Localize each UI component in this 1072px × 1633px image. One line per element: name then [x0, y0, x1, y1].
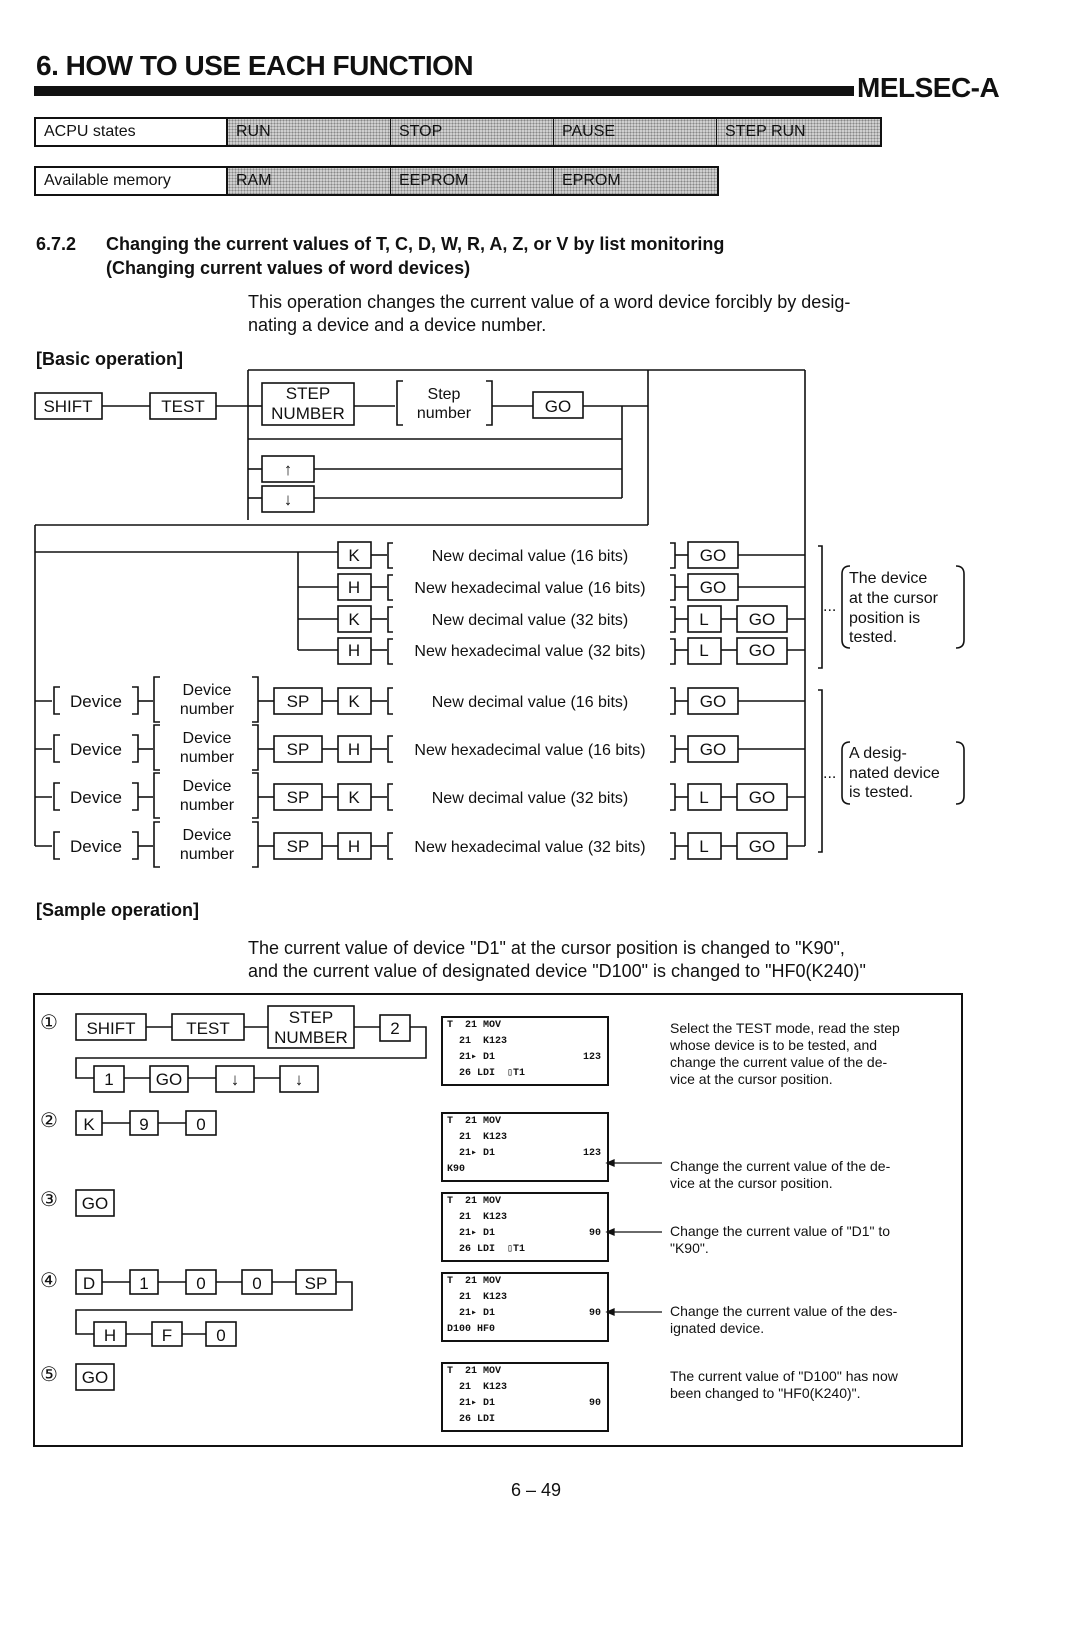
key-go-row2: GO	[699, 578, 727, 597]
s4-key-sp: SP	[304, 1274, 328, 1293]
key-l-row3: L	[699, 610, 709, 629]
note4-line1: Change the current value of the des-	[670, 1303, 898, 1319]
s1-key-down-2: ↓	[294, 1070, 304, 1089]
lcd5-line1: T 21 MOV	[447, 1366, 502, 1377]
key-h-row2: H	[347, 578, 361, 597]
lcd5-value: 90	[588, 1398, 601, 1409]
value-dec32-row7: New decimal value (32 bits)	[431, 790, 629, 807]
lcd2-line3	[443, 1146, 607, 1162]
lcd2-line3-text: 21▸ D1	[447, 1148, 496, 1159]
key-l-row8: L	[699, 837, 709, 856]
lcd-screen-4	[441, 1272, 609, 1342]
lcd5-line3	[443, 1396, 607, 1412]
key-go-row4: GO	[748, 641, 776, 660]
key-k-row1: K	[348, 546, 360, 565]
lcd2-line2: 21 K123	[447, 1132, 508, 1143]
device-row8: Device	[70, 837, 122, 856]
lcd3-value: 90	[588, 1228, 601, 1239]
step-4-marker: ④	[40, 1270, 58, 1292]
memory-ram: RAM	[228, 168, 391, 194]
key-sp-row5: SP	[286, 692, 310, 711]
key-h-row6: H	[347, 740, 361, 759]
key-l-row4: L	[699, 641, 709, 660]
devnum-row6-b: number	[179, 749, 235, 766]
lcd2-line1: T 21 MOV	[447, 1116, 502, 1127]
lcd5-line2: 21 K123	[447, 1382, 508, 1393]
key-go-row1: GO	[699, 546, 727, 565]
ellipsis-cursor: ...	[823, 598, 837, 615]
devnum-row7-a: Device	[182, 778, 232, 795]
note-cursor-4: tested.	[849, 629, 898, 646]
device-row5: Device	[70, 692, 122, 711]
key-test: TEST	[161, 397, 205, 416]
section-number: 6.7.2	[36, 234, 77, 254]
key-k-row7: K	[348, 788, 360, 807]
value-hex16-row6: New hexadecimal value (16 bits)	[414, 742, 646, 759]
note4-line2: ignated device.	[670, 1320, 765, 1336]
lcd4-line3	[443, 1306, 607, 1322]
key-step-line2: NUMBER	[271, 404, 345, 423]
lcd1-line2: 21 K123	[447, 1036, 508, 1047]
note-designated-3: is tested.	[849, 784, 914, 801]
note-designated-1: A desig-	[849, 745, 907, 762]
key-sp-row7: SP	[286, 788, 310, 807]
step-5-marker: ⑤	[40, 1364, 58, 1386]
key-up: ↑	[283, 460, 293, 479]
lcd4-value: 90	[588, 1308, 601, 1319]
intro-line1: This operation changes the current value of a word device forcibly by desig-	[248, 292, 851, 312]
devnum-row7-b: number	[179, 797, 235, 814]
device-row7: Device	[70, 788, 122, 807]
note-cursor-1: The device	[849, 570, 928, 587]
basic-operation-diagram	[0, 360, 1072, 880]
devnum-row8-a: Device	[182, 827, 232, 844]
section-title-line2: (Changing current values of word devices)	[106, 258, 471, 278]
note-step-3	[670, 1223, 890, 1257]
s4-key-d: D	[82, 1274, 96, 1293]
acpu-state-step-run: STEP RUN	[717, 119, 880, 145]
memory-strip	[34, 166, 719, 196]
section-title-line1: Changing the current values of T, C, D, W, R, A, Z, or V by list monitoring	[106, 234, 725, 254]
s2-key-k: K	[83, 1115, 95, 1134]
memory-eeprom: EEPROM	[391, 168, 554, 194]
lcd4-line3-text: 21▸ D1	[447, 1308, 496, 1319]
note2-line2: vice at the cursor position.	[670, 1175, 833, 1191]
devnum-row5-a: Device	[182, 682, 232, 699]
value-dec16-row1: New decimal value (16 bits)	[431, 548, 629, 565]
intro-line2: nating a device and a device number.	[248, 315, 547, 335]
key-go-row6: GO	[699, 740, 727, 759]
key-go-row7: GO	[748, 788, 776, 807]
lcd3-line3-text: 21▸ D1	[447, 1228, 496, 1239]
note-step-2	[670, 1158, 890, 1192]
lcd1-line1: T 21 MOV	[447, 1020, 502, 1031]
lcd5-line3-text: 21▸ D1	[447, 1398, 496, 1409]
note3-line2: "K90".	[670, 1240, 709, 1256]
note-designated-2: nated device	[849, 765, 940, 782]
acpu-state-pause: PAUSE	[554, 119, 717, 145]
devnum-row5-b: number	[179, 701, 235, 718]
step-2-marker: ②	[40, 1110, 58, 1132]
value-hex32-row4: New hexadecimal value (32 bits)	[414, 643, 646, 660]
value-hex32-row8: New hexadecimal value (32 bits)	[414, 839, 646, 856]
memory-eprom: EPROM	[554, 168, 717, 194]
page-number: 6 – 49	[510, 1480, 562, 1500]
key-go-top: GO	[544, 397, 572, 416]
sample-intro-line2: and the current value of designated device "D100" is changed to "HF0(K240)"	[248, 961, 866, 981]
lcd-screen-5	[441, 1362, 609, 1432]
leader-lines	[600, 1150, 670, 1330]
key-sp-row8: SP	[286, 837, 310, 856]
lcd3-line2: 21 K123	[447, 1212, 508, 1223]
memory-label: Available memory	[36, 168, 228, 194]
s4-key-0a: 0	[196, 1274, 206, 1293]
note-step-1	[670, 1020, 900, 1088]
s1-key-step-2: NUMBER	[274, 1028, 348, 1047]
sample-operation-heading: [Sample operation]	[36, 900, 200, 920]
step-1-marker: ①	[40, 1012, 58, 1034]
step-number-line2: number	[416, 405, 472, 422]
step-3-marker: ③	[40, 1189, 58, 1211]
s5-key-go: GO	[81, 1368, 109, 1387]
lcd4-line2: 21 K123	[447, 1292, 508, 1303]
lcd1-value: 123	[582, 1052, 601, 1063]
lcd1-line3-text: 21▸ D1	[447, 1052, 496, 1063]
value-hex16-row2: New hexadecimal value (16 bits)	[414, 580, 646, 597]
sample-intro	[248, 937, 866, 983]
note3-line1: Change the current value of "D1" to	[670, 1223, 891, 1239]
note1-line1: Select the TEST mode, read the step	[670, 1020, 900, 1036]
key-l-row7: L	[699, 788, 709, 807]
key-sp-row6: SP	[286, 740, 310, 759]
basic-operation-heading: [Basic operation]	[36, 349, 184, 369]
acpu-states-strip	[34, 117, 882, 147]
lcd2-line4: K90	[447, 1164, 466, 1175]
value-dec32-row3: New decimal value (32 bits)	[431, 612, 629, 629]
lcd5-line4: 26 LDI	[447, 1414, 496, 1425]
lcd2-value: 123	[582, 1148, 601, 1159]
lcd4-line4: D100 HF0	[447, 1324, 496, 1335]
section-title	[36, 232, 724, 280]
devnum-row8-b: number	[179, 846, 235, 863]
note1-line3: change the current value of the de-	[670, 1054, 888, 1070]
step-number-line1: Step	[427, 386, 461, 403]
key-down: ↓	[283, 490, 293, 509]
s1-key-shift: SHIFT	[86, 1019, 136, 1038]
key-shift: SHIFT	[43, 397, 93, 416]
key-go-row5: GO	[699, 692, 727, 711]
s1-key-2: 2	[390, 1019, 400, 1038]
key-h-row4: H	[347, 641, 361, 660]
lcd-screen-1	[441, 1016, 609, 1086]
lcd1-line3	[443, 1050, 607, 1066]
s1-key-go: GO	[155, 1070, 183, 1089]
lcd-screen-2	[441, 1112, 609, 1182]
note-step-5	[670, 1368, 898, 1402]
ellipsis-designated: ...	[823, 765, 837, 782]
s2-key-9: 9	[139, 1115, 149, 1134]
note1-line2: whose device is to be tested, and	[670, 1037, 878, 1053]
note5-line2: been changed to "HF0(K240)".	[670, 1385, 861, 1401]
device-row6: Device	[70, 740, 122, 759]
value-dec16-row5: New decimal value (16 bits)	[431, 694, 629, 711]
acpu-states-label: ACPU states	[36, 119, 228, 145]
intro-text	[248, 291, 850, 337]
acpu-state-run: RUN	[228, 119, 391, 145]
key-k-row5: K	[348, 692, 360, 711]
s1-key-1: 1	[104, 1070, 114, 1089]
sample-key-sequences	[0, 990, 440, 1410]
acpu-state-stop: STOP	[391, 119, 554, 145]
brand-label: MELSEC-A	[857, 72, 1000, 103]
sample-intro-line1: The current value of device "D1" at the cursor position is changed to "K90",	[248, 938, 845, 958]
lcd-screen-3	[441, 1192, 609, 1262]
s3-key-go: GO	[81, 1194, 109, 1213]
key-h-row8: H	[347, 837, 361, 856]
s4-key-f: F	[161, 1326, 173, 1345]
key-step-line1: STEP	[285, 384, 331, 403]
lcd3-line1: T 21 MOV	[447, 1196, 502, 1207]
lcd1-line4: 26 LDI ▯T1	[447, 1068, 526, 1079]
header-rule	[34, 86, 854, 96]
s1-key-down-1: ↓	[230, 1070, 240, 1089]
chapter-title: 6. HOW TO USE EACH FUNCTION	[36, 50, 474, 81]
key-go-row8: GO	[748, 837, 776, 856]
note2-line1: Change the current value of the de-	[670, 1158, 891, 1174]
note-cursor-3: position is	[849, 610, 921, 627]
note5-line1: The current value of "D100" has now	[670, 1368, 898, 1384]
lcd3-line3	[443, 1226, 607, 1242]
s1-key-step-1: STEP	[288, 1008, 334, 1027]
lcd3-line4: 26 LDI ▯T1	[447, 1244, 526, 1255]
s4-key-0c: 0	[216, 1326, 226, 1345]
s1-key-test: TEST	[186, 1019, 230, 1038]
note1-line4: vice at the cursor position.	[670, 1071, 833, 1087]
s2-key-0: 0	[196, 1115, 206, 1134]
devnum-row6-a: Device	[182, 730, 232, 747]
lcd4-line1: T 21 MOV	[447, 1276, 502, 1287]
note-cursor-2: at the cursor	[849, 590, 938, 607]
key-go-row3: GO	[748, 610, 776, 629]
s4-key-0b: 0	[252, 1274, 262, 1293]
s4-key-1: 1	[139, 1274, 149, 1293]
key-k-row3: K	[348, 610, 360, 629]
s4-key-h: H	[103, 1326, 117, 1345]
note-step-4	[670, 1303, 897, 1337]
